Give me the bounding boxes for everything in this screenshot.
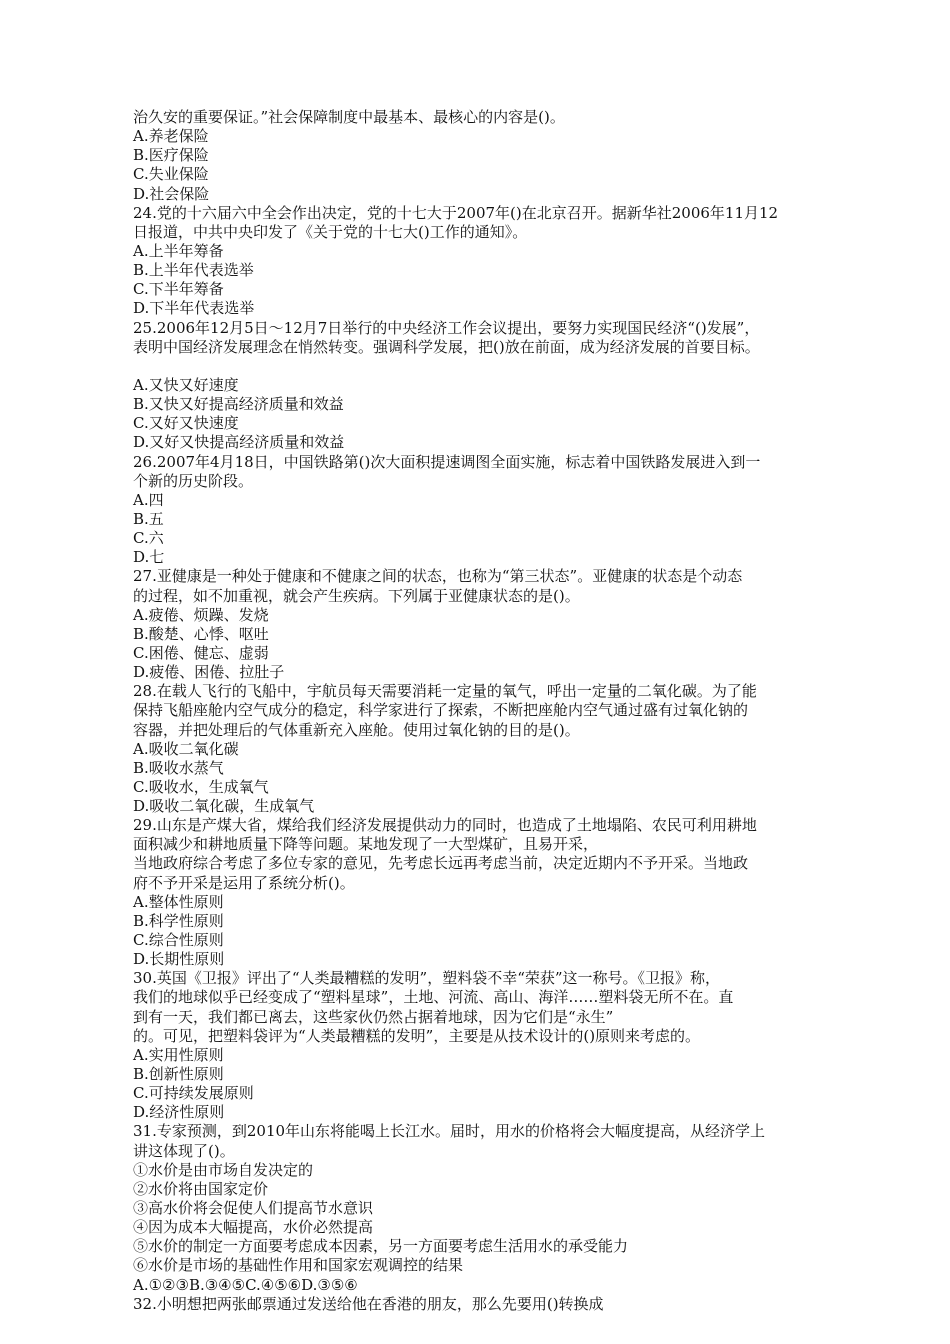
text-line: 讲这体现了()。 — [133, 1141, 235, 1160]
text-line: B.创新性原则 — [133, 1065, 224, 1084]
text-line: B.五 — [133, 509, 164, 528]
text-line: D.又好又快提高经济质量和效益 — [133, 433, 345, 452]
text-line: 29.山东是产煤大省，煤给我们经济发展提供动力的同时，也造成了土地塌陷、农民可利用耕地 — [133, 816, 757, 835]
text-line: 容器，并把处理后的气体重新充入座舱。使用过氧化钠的目的是()。 — [133, 720, 580, 739]
text-line: D.疲倦、困倦、拉肚子 — [133, 663, 285, 682]
text-line: A.整体性原则 — [133, 892, 224, 911]
text-line: ②水价将由国家定价 — [133, 1179, 269, 1198]
text-line: 到有一天，我们都已离去，这些家伙仍然占据着地球，因为它们是“永生” — [133, 1007, 614, 1026]
text-line: A.疲倦、烦躁、发烧 — [133, 605, 269, 624]
text-line: 32.小明想把两张邮票通过发送给他在香港的朋友，那么先要用()转换成 — [133, 1294, 604, 1313]
text-line: B.酸楚、心悸、呕吐 — [133, 624, 269, 643]
text-line: C.可持续发展原则 — [133, 1084, 254, 1103]
text-line: 30.英国《卫报》评出了“人类最糟糕的发明”，塑料袋不幸“荣获”这一称号。《卫报》称， — [133, 969, 721, 988]
text-line: 府不予开采是运用了系统分析()。 — [133, 873, 355, 892]
text-line: 面积减少和耕地质量下降等问题。某地发现了一大型煤矿，且易开采， — [133, 835, 599, 854]
text-line: A.四 — [133, 490, 164, 509]
text-line: ④因为成本大幅提高，水价必然提高 — [133, 1218, 374, 1237]
text-line: A.①②③B.③④⑤C.④⑤⑥D.③⑤⑥ — [133, 1275, 358, 1294]
text-line: A.吸收二氧化碳 — [133, 739, 239, 758]
text-line: C.下半年筹备 — [133, 280, 224, 299]
text-line: B.上半年代表选举 — [133, 261, 254, 280]
text-line: D.下半年代表选举 — [133, 299, 255, 318]
text-line: A.实用性原则 — [133, 1045, 224, 1064]
text-line: D.七 — [133, 548, 165, 567]
text-line: C.综合性原则 — [133, 931, 224, 950]
text-line: 24.党的十六届六中全会作出决定，党的十七大于2007年()在北京召开。据新华社2006年11月12 — [133, 203, 779, 222]
document-body — [133, 108, 833, 1314]
text-line: 个新的历史阶段。 — [133, 471, 254, 490]
text-line: A.又快又好速度 — [133, 375, 239, 394]
text-line: 治久安的重要保证。”社会保障制度中最基本、最核心的内容是()。 — [133, 108, 565, 126]
text-line: ⑥水价是市场的基础性作用和国家宏观调控的结果 — [133, 1256, 464, 1275]
text-line: A.上半年筹备 — [133, 241, 224, 260]
text-line: 27.亚健康是一种处于健康和不健康之间的状态，也称为“第三状态”。亚健康的状态是个动态 — [133, 567, 743, 586]
text-line — [133, 357, 833, 376]
text-line: B.医疗保险 — [133, 146, 209, 165]
text-line: ⑤水价的制定一方面要考虑成本因素，另一方面要考虑生活用水的承受能力 — [133, 1237, 629, 1256]
text-line: 的。可见，把塑料袋评为“人类最糟糕的发明”，主要是从技术设计的()原则来考虑的。 — [133, 1026, 701, 1045]
text-line: ①水价是由市场自发决定的 — [133, 1160, 314, 1179]
text-line: C.六 — [133, 529, 164, 548]
text-line: D.社会保险 — [133, 184, 210, 203]
text-line: C.困倦、健忘、虚弱 — [133, 643, 269, 662]
text-line: B.又快又好提高经济质量和效益 — [133, 395, 344, 414]
text-line: D.长期性原则 — [133, 950, 225, 969]
text-line: C.吸收水，生成氧气 — [133, 777, 269, 796]
text-line: 保持飞船座舱内空气成分的稳定，科学家进行了探索，不断把座舱内空气通过盛有过氧化钠的 — [133, 701, 749, 720]
text-line: 31.专家预测，到2010年山东将能喝上长江水。届时，用水的价格将会大幅度提高，从经济学上 — [133, 1122, 766, 1141]
text-line: C.又好又快速度 — [133, 414, 239, 433]
text-line: 表明中国经济发展理念在悄然转变。强调科学发展，把()放在前面，成为经济发展的首要目标。 — [133, 337, 760, 356]
text-line: D.经济性原则 — [133, 1103, 225, 1122]
text-line: 28.在载人飞行的飞船中，宇航员每天需要消耗一定量的氧气，呼出一定量的二氧化碳。为了能 — [133, 682, 757, 701]
text-line: C.失业保险 — [133, 165, 209, 184]
text-line: 26.2007年4月18日，中国铁路第()次大面积提速调图全面实施，标志着中国铁路发展进入到一 — [133, 452, 761, 471]
text-line: 我们的地球似乎已经变成了“塑料星球”，土地、河流、高山、海洋……塑料袋无所不在。直 — [133, 988, 734, 1007]
text-line: B.吸收水蒸气 — [133, 758, 224, 777]
text-line: A.养老保险 — [133, 127, 209, 146]
text-line: B.科学性原则 — [133, 911, 224, 930]
text-line: D.吸收二氧化碳，生成氧气 — [133, 797, 315, 816]
text-line: 25.2006年12月5日～12月7日举行的中央经济工作会议提出，要努力实现国民经济“()发展”， — [133, 318, 760, 337]
text-line: 日报道，中共中央印发了《关于党的十七大()工作的通知》。 — [133, 222, 528, 241]
text-line: 当地政府综合考虑了多位专家的意见，先考虑长远再考虑当前，决定近期内不予开采。当地政 — [133, 854, 749, 873]
text-line: ③高水价将会促使人们提高节水意识 — [133, 1199, 374, 1218]
text-line: 的过程，如不加重视，就会产生疾病。下列属于亚健康状态的是()。 — [133, 586, 580, 605]
